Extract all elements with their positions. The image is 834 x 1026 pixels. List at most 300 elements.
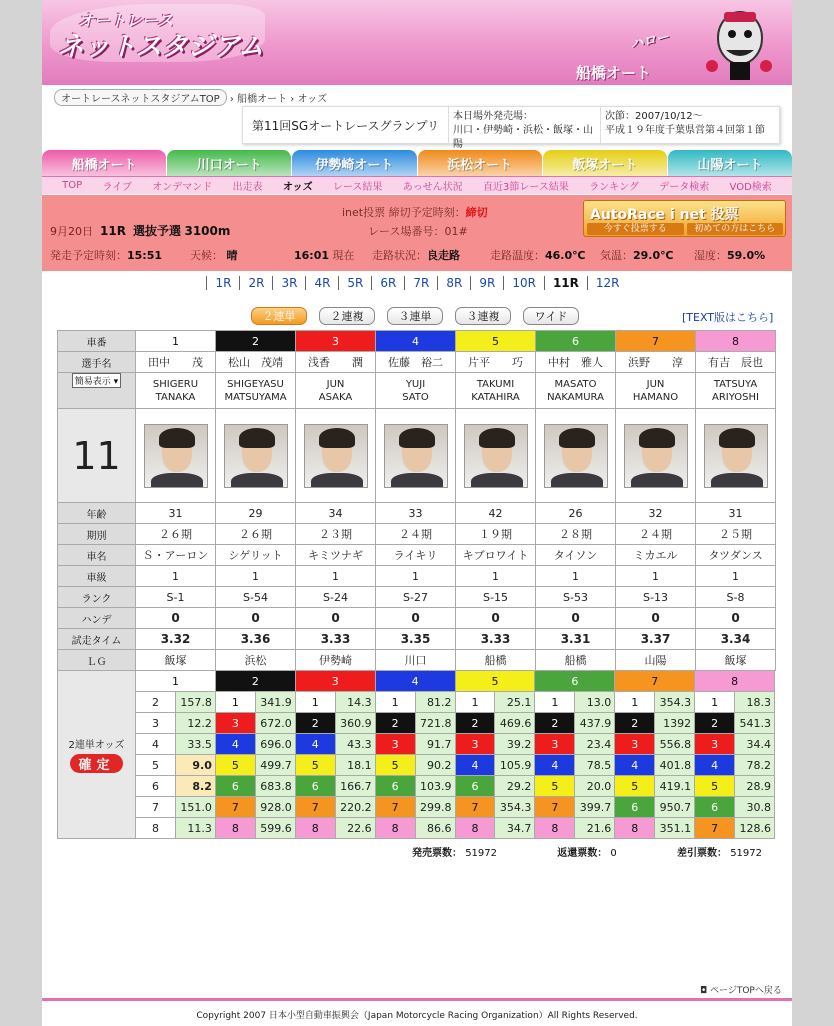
odds-second-place: 5 — [535, 776, 575, 797]
odds-second-place: 4 — [295, 734, 335, 755]
odds-value: 12.2 — [175, 713, 215, 734]
odds-value: 13.0 — [575, 692, 615, 713]
odds-second-place: 1 — [535, 692, 575, 713]
odds-second-place: 6 — [136, 776, 176, 797]
remote-sales-label: 本日場外発売場： — [453, 111, 533, 122]
inet-vote-banner[interactable] — [583, 200, 786, 237]
rider-given-roman: TATSUYA — [713, 378, 758, 390]
venue-tabs — [42, 150, 792, 176]
odds-second-place: 8 — [215, 818, 255, 839]
humidity-label: 湿度： — [694, 249, 727, 262]
refund-label: 返還票数： — [557, 848, 608, 859]
odds-second-place: 7 — [295, 797, 335, 818]
odds-first-place: 3 — [295, 671, 375, 692]
odds-value: 683.8 — [255, 776, 295, 797]
subnav-item[interactable]: 出走表 — [232, 182, 263, 193]
track-condition: 良走路 — [427, 249, 460, 262]
odds-value: 950.7 — [655, 797, 695, 818]
odds-second-place: 8 — [455, 818, 495, 839]
odds-value: 86.6 — [415, 818, 455, 839]
rider-roman-name — [136, 373, 216, 409]
odds-label-cell — [58, 671, 136, 839]
rider-photo[interactable] — [384, 424, 448, 488]
rider-term: ２８期 — [536, 524, 616, 545]
odds-value: 103.9 — [415, 776, 455, 797]
inet-banner-title: AutoRace i net 投票 — [590, 207, 739, 223]
row-label: 選手名 — [58, 352, 136, 373]
home-venue: 飯塚 — [696, 650, 776, 671]
rider-photo[interactable] — [704, 424, 768, 488]
odds-second-place: 7 — [375, 797, 415, 818]
rider-photo[interactable] — [224, 424, 288, 488]
odds-second-place: 4 — [455, 755, 495, 776]
rider-rank: S-27 — [376, 587, 456, 608]
mascot-icon — [702, 4, 774, 84]
start-time-label: 発走予定時刻： — [50, 249, 127, 262]
subnav-item[interactable]: ライブ — [102, 182, 132, 193]
venue-tab[interactable]: 飯塚オート — [543, 150, 667, 176]
rider-roman-name — [456, 373, 536, 409]
weather-label: 天候： — [190, 249, 223, 262]
weather: 晴 — [226, 249, 238, 262]
trial-time: 3.31 — [536, 629, 616, 650]
breadcrumb-current: オッズ — [297, 94, 328, 105]
track-temp-label: 走路温度： — [490, 249, 545, 262]
odds-value: 401.8 — [655, 755, 695, 776]
rider-age: 32 — [616, 503, 696, 524]
rider-age: 33 — [376, 503, 456, 524]
rider-given-roman: YUJI — [405, 378, 426, 390]
subnav-item[interactable]: オッズ — [282, 182, 313, 193]
breadcrumb-separator: › — [229, 94, 234, 105]
rider-photo-cell — [376, 409, 456, 503]
trial-time: 3.34 — [696, 629, 776, 650]
sub-navigation — [42, 176, 792, 194]
rider-name: 田中 茂 — [136, 352, 216, 373]
odds-second-place: 7 — [215, 797, 255, 818]
subnav-item[interactable]: VOD検索 — [729, 182, 772, 193]
subnav-item[interactable]: オンデマンド — [152, 182, 213, 193]
rider-rank: S-54 — [216, 587, 296, 608]
race-distance: 3100m — [184, 224, 231, 238]
rider-photo-cell — [696, 409, 776, 503]
rider-rank: S-1 — [136, 587, 216, 608]
odds-value: 672.0 — [255, 713, 295, 734]
odds-second-place: 8 — [295, 818, 335, 839]
odds-second-place: 2 — [136, 692, 176, 713]
current-time: 16:01 — [294, 249, 330, 262]
rider-photo[interactable] — [144, 424, 208, 488]
odds-value: 128.6 — [735, 818, 775, 839]
odds-second-place: 5 — [295, 755, 335, 776]
odds-second-place: 4 — [695, 755, 735, 776]
next-event-name: 平成１９年度千葉県営第４回第１節 — [605, 125, 765, 136]
odds-second-place: 5 — [215, 755, 255, 776]
subnav-item[interactable]: レース結果 — [332, 182, 383, 193]
odds-value: 20.0 — [575, 776, 615, 797]
rider-name: 中村 雅人 — [536, 352, 616, 373]
venue-tab[interactable]: 川口オート — [167, 150, 291, 176]
rider-given-roman: SHIGERU — [152, 378, 199, 390]
page-top-link[interactable] — [700, 983, 782, 996]
odds-value: 28.9 — [735, 776, 775, 797]
home-venue: 飯塚 — [136, 650, 216, 671]
handicap: 0 — [456, 608, 536, 629]
odds-value: 90.2 — [415, 755, 455, 776]
row-label: 車番 — [58, 331, 136, 352]
odds-value: 299.8 — [415, 797, 455, 818]
race-link[interactable]: 5R — [338, 276, 371, 290]
bike-name: キブロワイト — [456, 545, 536, 566]
rider-given-roman: JUN — [326, 378, 345, 390]
odds-value: 9.0 — [175, 755, 215, 776]
odds-value: 928.0 — [255, 797, 295, 818]
inet-status: 締切 — [465, 206, 488, 219]
text-version-link[interactable]: [TEXT版はこちら] — [682, 311, 774, 324]
confirmed-badge: 確定 — [70, 754, 122, 773]
rider-term: ２３期 — [296, 524, 376, 545]
odds-value: 166.7 — [335, 776, 375, 797]
rider-photo[interactable] — [544, 424, 608, 488]
odds-value: 157.8 — [175, 692, 215, 713]
track-label: 走路状況： — [372, 249, 427, 262]
odds-type-button[interactable]: ２連複 — [319, 307, 375, 325]
odds-type-button[interactable]: ２連単 — [251, 307, 307, 325]
rider-given-roman: JUN — [646, 378, 665, 390]
rider-term: ２４期 — [376, 524, 456, 545]
odds-second-place: 3 — [455, 734, 495, 755]
odds-second-place: 2 — [535, 713, 575, 734]
row-label: ＬＧ — [58, 650, 136, 671]
rider-family-roman: KATAHIRA — [471, 391, 520, 403]
subnav-item[interactable]: TOP — [62, 180, 83, 191]
rider-photo[interactable] — [304, 424, 368, 488]
venue-tab[interactable]: 伊勢崎オート — [292, 150, 416, 176]
odds-type-button[interactable]: ３連複 — [455, 307, 511, 325]
odds-second-place: 2 — [455, 713, 495, 734]
odds-second-place: 6 — [375, 776, 415, 797]
home-venue: 船橋 — [456, 650, 536, 671]
venue-tab[interactable]: 浜松オート — [418, 150, 542, 176]
odds-second-place: 5 — [615, 776, 655, 797]
sales-label: 発売票数： — [412, 848, 462, 859]
trial-time: 3.33 — [456, 629, 536, 650]
inet-deadline-label: inet投票 締切予定時刻： — [342, 206, 466, 219]
view-mode-select[interactable] — [72, 373, 121, 388]
rider-rank: S-24 — [296, 587, 376, 608]
odds-value: 14.3 — [335, 692, 375, 713]
home-venue: 伊勢崎 — [296, 650, 376, 671]
odds-second-place: 2 — [615, 713, 655, 734]
start-time: 15:51 — [127, 249, 163, 262]
odds-second-place: 4 — [215, 734, 255, 755]
event-title: 第11回SGオートレースグランプリ — [243, 107, 449, 143]
handicap: 0 — [536, 608, 616, 629]
odds-second-place: 8 — [375, 818, 415, 839]
breadcrumb — [54, 89, 327, 106]
odds-value: 22.6 — [335, 818, 375, 839]
site-logo[interactable]: ネットスタジアム — [58, 32, 264, 62]
odds-value: 351.1 — [655, 818, 695, 839]
race-link[interactable]: 8R — [437, 276, 470, 290]
odds-second-place: 6 — [615, 797, 655, 818]
rider-family-roman: MATSUYAMA — [224, 391, 287, 403]
odds-second-place: 5 — [695, 776, 735, 797]
odds-second-place: 1 — [695, 692, 735, 713]
handicap: 0 — [616, 608, 696, 629]
rider-roman-name — [616, 373, 696, 409]
page — [42, 0, 792, 1026]
net-label: 差引票数： — [677, 848, 727, 859]
odds-value: 469.6 — [495, 713, 535, 734]
race-name: 選抜予選 — [132, 224, 181, 238]
odds-second-place: 7 — [136, 797, 176, 818]
rider-age: 34 — [296, 503, 376, 524]
net-count: 51972 — [730, 848, 762, 859]
odds-value: 1392 — [655, 713, 695, 734]
rider-photo-cell — [456, 409, 536, 503]
rider-photo[interactable] — [464, 424, 528, 488]
rider-name: 浅香 潤 — [296, 352, 376, 373]
odds-first-place: 5 — [455, 671, 535, 692]
odds-value: 23.4 — [575, 734, 615, 755]
car-number: 1 — [136, 331, 216, 352]
rider-name: 浜野 淳 — [616, 352, 696, 373]
odds-second-place: 7 — [695, 818, 735, 839]
car-number: 3 — [296, 331, 376, 352]
odds-value: 29.2 — [495, 776, 535, 797]
rider-family-roman: SATO — [402, 391, 429, 403]
air-temp-label: 気温： — [600, 249, 633, 262]
race-date: 9月20日 — [50, 225, 93, 238]
chevron-down-icon: ▾ — [110, 377, 119, 387]
odds-second-place: 8 — [535, 818, 575, 839]
odds-value: 30.8 — [735, 797, 775, 818]
next-event-date: 次節：2007/10/12～ — [605, 111, 703, 122]
race-header — [42, 195, 792, 271]
odds-label: 2連単オッズ — [68, 740, 125, 751]
first-time-button[interactable]: 初めての方はこちら — [687, 223, 784, 235]
odds-second-place: 7 — [535, 797, 575, 818]
rider-name: 佐藤 裕二 — [376, 352, 456, 373]
race-link[interactable]: 12R — [587, 276, 628, 290]
row-label: 年齢 — [58, 503, 136, 524]
race-number: 11R — [100, 224, 126, 238]
odds-first-place: 4 — [375, 671, 455, 692]
odds-second-place: 4 — [615, 755, 655, 776]
odds-value: 220.2 — [335, 797, 375, 818]
rider-given-roman: SHIGEYASU — [227, 378, 284, 390]
odds-second-place: 2 — [375, 713, 415, 734]
rider-term: ２６期 — [136, 524, 216, 545]
trial-time: 3.32 — [136, 629, 216, 650]
race-link[interactable]: 7R — [404, 276, 437, 290]
odds-second-place: 6 — [295, 776, 335, 797]
rider-class: 1 — [536, 566, 616, 587]
subnav-item[interactable]: ランキング — [589, 182, 639, 193]
view-select-cell — [58, 373, 136, 409]
rider-photo[interactable] — [624, 424, 688, 488]
bike-name: キミツナギ — [296, 545, 376, 566]
odds-value: 78.2 — [735, 755, 775, 776]
rider-age: 26 — [536, 503, 616, 524]
bike-name: ライキリ — [376, 545, 456, 566]
current-time-label: 現在 — [332, 249, 355, 262]
rider-class: 1 — [696, 566, 776, 587]
air-temp: 29.0℃ — [633, 249, 674, 262]
venue-number: 01# — [444, 225, 468, 238]
odds-second-place: 6 — [455, 776, 495, 797]
subnav-item[interactable]: データ検索 — [659, 182, 710, 193]
odds-value: 81.2 — [415, 692, 455, 713]
car-number: 4 — [376, 331, 456, 352]
rider-age: 42 — [456, 503, 536, 524]
odds-type-buttons — [251, 307, 579, 325]
rider-term: １９期 — [456, 524, 536, 545]
venue-tab[interactable]: 船橋オート — [42, 150, 166, 176]
odds-value: 354.3 — [655, 692, 695, 713]
car-number: 8 — [696, 331, 776, 352]
home-venue: 山陽 — [616, 650, 696, 671]
remote-sales-venues: 川口・伊勢崎・浜松・飯塚・山陽 — [453, 125, 593, 150]
rider-rank: S-8 — [696, 587, 776, 608]
odds-value: 18.3 — [735, 692, 775, 713]
odds-value: 354.3 — [495, 797, 535, 818]
odds-type-button[interactable]: ３連単 — [387, 307, 443, 325]
rider-age: 31 — [136, 503, 216, 524]
rider-name: 有吉 辰也 — [696, 352, 776, 373]
race-link[interactable]: 11R — [544, 276, 587, 290]
view-mode-label: 簡易表示 — [74, 377, 111, 387]
odds-second-place: 3 — [695, 734, 735, 755]
race-link[interactable]: 3R — [272, 276, 305, 290]
odds-value: 556.8 — [655, 734, 695, 755]
rider-class: 1 — [296, 566, 376, 587]
race-link[interactable]: 10R — [503, 276, 544, 290]
race-links — [42, 276, 792, 290]
row-label: 期別 — [58, 524, 136, 545]
odds-value: 21.6 — [575, 818, 615, 839]
odds-value: 599.6 — [255, 818, 295, 839]
odds-value: 43.3 — [335, 734, 375, 755]
rider-family-roman: ASAKA — [318, 391, 353, 403]
odds-type-button[interactable]: ワイド — [523, 307, 579, 325]
handicap: 0 — [296, 608, 376, 629]
banner-venue-title: 船橋オート — [576, 64, 652, 82]
odds-value: 360.9 — [335, 713, 375, 734]
row-label: 車名 — [58, 545, 136, 566]
rider-photo-cell — [136, 409, 216, 503]
race-link[interactable]: 9R — [470, 276, 503, 290]
odds-value: 341.9 — [255, 692, 295, 713]
rider-family-roman: NAKAMURA — [547, 391, 604, 403]
car-number: 5 — [456, 331, 536, 352]
venue-tab[interactable]: 山陽オート — [668, 150, 792, 176]
rider-roman-name — [296, 373, 376, 409]
odds-first-place: 1 — [136, 671, 216, 692]
rider-roman-name — [376, 373, 456, 409]
odds-second-place: 8 — [136, 818, 176, 839]
handicap: 0 — [696, 608, 776, 629]
odds-second-place: 1 — [615, 692, 655, 713]
home-venue: 川口 — [376, 650, 456, 671]
rider-class: 1 — [136, 566, 216, 587]
page-top-label: ページTOPへ戻る — [710, 986, 782, 996]
odds-second-place: 1 — [455, 692, 495, 713]
odds-second-place: 1 — [375, 692, 415, 713]
bike-name: タイソン — [536, 545, 616, 566]
odds-second-place: 4 — [535, 755, 575, 776]
rider-class: 1 — [216, 566, 296, 587]
breadcrumb-home-link[interactable]: オートレースネットスタジアムTOP — [54, 89, 227, 106]
trial-time: 3.33 — [296, 629, 376, 650]
odds-value: 91.7 — [415, 734, 455, 755]
rider-class: 1 — [616, 566, 696, 587]
subnav-item[interactable]: 直近3節レース結果 — [482, 182, 569, 193]
rider-family-roman: ARIYOSHI — [712, 391, 759, 403]
odds-second-place: 5 — [375, 755, 415, 776]
bike-name: Ｓ・アーロン — [136, 545, 216, 566]
home-venue: 船橋 — [536, 650, 616, 671]
site-banner — [42, 0, 792, 85]
trial-time: 3.37 — [616, 629, 696, 650]
entry-table — [57, 330, 776, 671]
vote-totals — [412, 844, 762, 859]
rider-age: 31 — [696, 503, 776, 524]
race-link[interactable]: 2R — [239, 276, 272, 290]
trial-time: 3.36 — [216, 629, 296, 650]
greeting-text: ハロー — [629, 30, 671, 53]
rider-roman-name — [216, 373, 296, 409]
car-number: 6 — [536, 331, 616, 352]
odds-value: 11.3 — [175, 818, 215, 839]
rider-photo-cell — [216, 409, 296, 503]
vote-now-button[interactable]: 今すぐ投票する — [587, 223, 684, 235]
odds-value: 8.2 — [175, 776, 215, 797]
rider-given-roman: TAKUMI — [476, 378, 515, 390]
odds-value: 399.7 — [575, 797, 615, 818]
rider-name: 片平 巧 — [456, 352, 536, 373]
rider-rank: S-15 — [456, 587, 536, 608]
odds-first-place: 2 — [215, 671, 295, 692]
race-link[interactable]: 1R — [206, 276, 239, 290]
odds-value: 105.9 — [495, 755, 535, 776]
odds-second-place: 2 — [695, 713, 735, 734]
odds-value: 419.1 — [655, 776, 695, 797]
subnav-item[interactable]: あっせん状況 — [402, 182, 463, 193]
row-label: 車級 — [58, 566, 136, 587]
odds-value: 33.5 — [175, 734, 215, 755]
odds-second-place: 6 — [695, 797, 735, 818]
bike-name: シゲリット — [216, 545, 296, 566]
odds-second-place: 3 — [535, 734, 575, 755]
venue-number-label: レース場番号： — [368, 225, 445, 238]
bike-name: タツダンス — [696, 545, 776, 566]
breadcrumb-venue-link[interactable]: 船橋オート — [237, 94, 288, 105]
odds-second-place: 3 — [375, 734, 415, 755]
rider-age: 29 — [216, 503, 296, 524]
race-link[interactable]: 4R — [305, 276, 338, 290]
odds-value: 696.0 — [255, 734, 295, 755]
race-link[interactable]: 6R — [371, 276, 404, 290]
car-number: 7 — [616, 331, 696, 352]
odds-first-place: 8 — [695, 671, 775, 692]
rider-rank: S-53 — [536, 587, 616, 608]
rider-rank: S-13 — [616, 587, 696, 608]
rider-term: ２５期 — [696, 524, 776, 545]
rider-roman-name — [536, 373, 616, 409]
trial-time: 3.35 — [376, 629, 456, 650]
